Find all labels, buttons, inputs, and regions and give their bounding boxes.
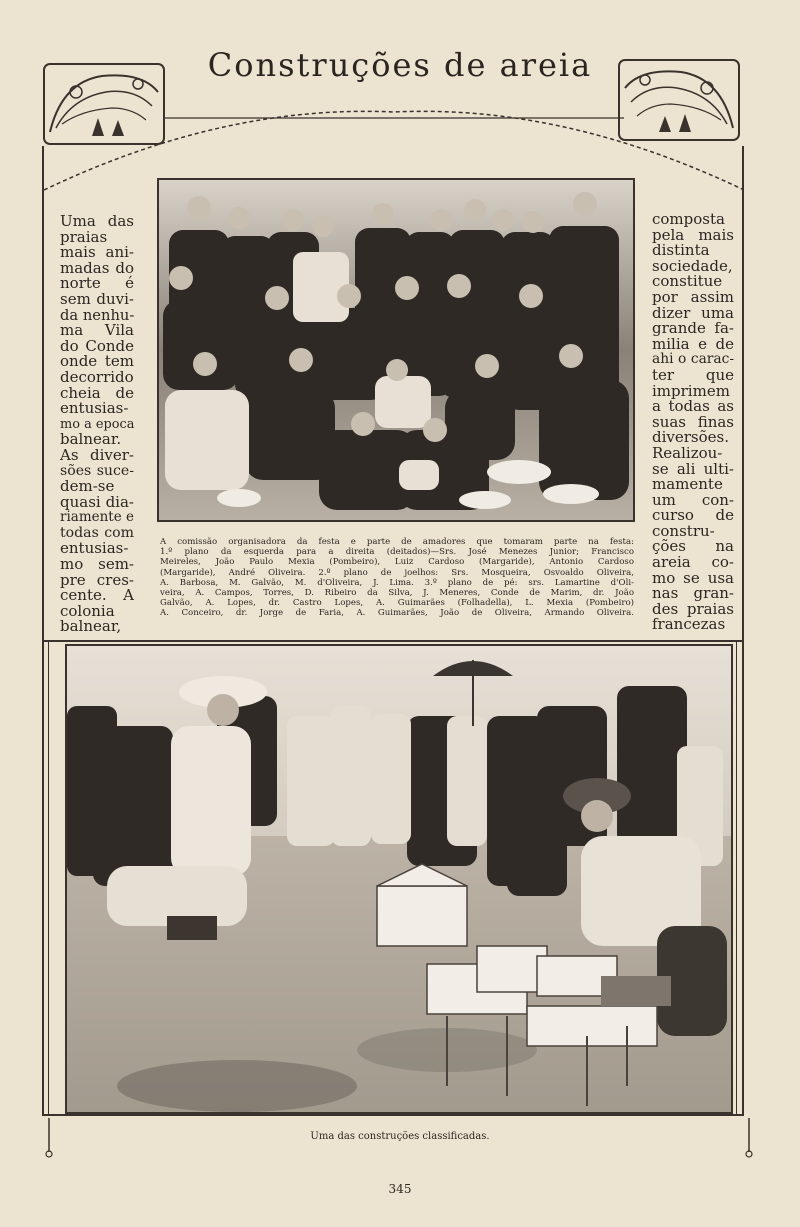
article-text-line: mo sem-: [60, 555, 134, 574]
article-text-line: mo se usa: [652, 568, 734, 587]
frame-middle-rule: [42, 640, 744, 642]
article-text-line: grande fa-: [652, 319, 734, 338]
article-text-line: balnear.: [60, 430, 122, 449]
article-text-line: por assim: [652, 287, 734, 306]
article-text-line: mais ani-: [60, 243, 134, 262]
article-text-line: constitue: [652, 272, 723, 291]
sand-construction-photo: [65, 644, 733, 1114]
article-text-line: curso de: [652, 506, 734, 525]
caption-line: A. Barbosa, M. Galvão, M. d'Oliveira, J. Lima. 3.º plano de pé: srs. Lamartine d'Oli-: [160, 577, 634, 588]
caption-line: Meireles, João Paulo Mexia (Pombeiro), Luiz Cardoso (Margaride), Antonio Cardoso: [160, 557, 634, 568]
article-text-line: diversões.: [652, 428, 729, 447]
article-text-line: riamente e: [60, 509, 134, 526]
article-text-line: ma Vila: [60, 321, 134, 340]
article-text-line: balnear,: [60, 617, 122, 636]
article-text-line: pela mais: [652, 225, 734, 244]
article-text-line: praias: [60, 227, 108, 246]
caption-line: A. Conceiro, dr. Jorge de Faria, A. Guimarães, João de Oliveira, Armando Oliveira.: [160, 608, 634, 619]
article-text-line: cheia de: [60, 383, 134, 402]
article-text-line: a todas as: [652, 397, 734, 416]
sand-construction-caption: Uma das construções classificadas.: [310, 1131, 490, 1142]
article-text-line: madas do: [60, 258, 134, 277]
article-text-line: dem-se: [60, 477, 115, 496]
article-text-line: entusias-: [60, 399, 129, 418]
article-text-line: mamente: [652, 475, 723, 494]
article-text-line: distinta: [652, 241, 710, 260]
frame-left-inner: [48, 640, 49, 1114]
group-photo-caption: [160, 537, 634, 619]
frame-right-outer: [742, 146, 744, 1114]
article-text-line: todas com: [60, 524, 134, 541]
article-text-line: Realizou-: [652, 443, 723, 462]
article-text-line: ções na: [652, 537, 734, 556]
article-text-line: sociedade,: [652, 256, 733, 275]
article-text-line: sões suce-: [60, 462, 134, 479]
article-text-line: francezas: [652, 615, 726, 634]
article-text-line: quasi dia-: [60, 492, 134, 511]
article-text-line: Uma das: [60, 212, 134, 230]
article-text-line: onde tem: [60, 352, 134, 371]
article-text-line: entusias-: [60, 539, 129, 558]
article-text-line: um con-: [652, 490, 734, 509]
article-right-column: [652, 212, 734, 633]
article-text-line: norte é: [60, 274, 134, 293]
article-text-line: suas finas: [652, 412, 734, 431]
page-number: 345: [388, 1182, 412, 1196]
caption-line: veira, A. Campos, Torres, D. Ribeiro da Silva, J. Meneres, Conde de Marim, dr. João: [160, 588, 634, 599]
article-text-line: As diver-: [60, 445, 134, 464]
article-text-line: decorrido: [60, 367, 134, 386]
article-text-line: constru-: [652, 521, 715, 540]
article-text-line: ahi o carac-: [652, 351, 734, 368]
article-text-line: colonia: [60, 601, 115, 620]
article-text-line: nas gran-: [652, 584, 734, 603]
frame-bottom-rule: [42, 1114, 744, 1116]
frame-right-inner: [736, 640, 737, 1114]
article-text-line: pre cres-: [60, 570, 134, 589]
article-text-line: da nenhu-: [60, 306, 135, 324]
article-left-column: [60, 214, 134, 635]
article-text-line: areia co-: [652, 553, 734, 572]
article-text-line: cente. A: [60, 586, 134, 605]
article-text-line: ter que: [652, 365, 734, 384]
article-text-line: sem duvi-: [60, 289, 134, 308]
article-text-line: imprimem: [652, 381, 730, 400]
article-text-line: milia e de: [652, 334, 734, 353]
frame-left-outer: [42, 146, 44, 1114]
article-text-line: do Conde: [60, 336, 134, 355]
caption-line: (Margaride), André Oliveira. 2.º plano de joelhos: Srs. Mosqueira, Osvoaldo Oliveira,: [160, 567, 634, 578]
article-text-line: des praias: [652, 599, 734, 618]
article-text-line: dizer uma: [652, 303, 734, 322]
frame-bottom-left-knob-icon: [44, 1118, 54, 1158]
article-title: Construções de areia: [207, 46, 593, 84]
frame-bottom-right-knob-icon: [744, 1118, 754, 1158]
article-text-line: mo a epoca: [60, 416, 135, 432]
caption-line: A comissão organisadora da festa e parte de amadores que tomaram parte na festa:: [160, 537, 634, 547]
group-photo: [157, 178, 635, 522]
article-text-line: se ali ulti-: [652, 459, 734, 478]
caption-line: 1.º plano da esquerda para a direita (deitados)—Srs. José Menezes Junior; Francisco: [160, 547, 634, 558]
caption-line: Galvão, A. Lopes, dr. Castro Lopes, A. Guimarães (Folhadella), L. Mexia (Pombeiro): [160, 598, 634, 609]
article-text-line: composta: [652, 210, 725, 228]
